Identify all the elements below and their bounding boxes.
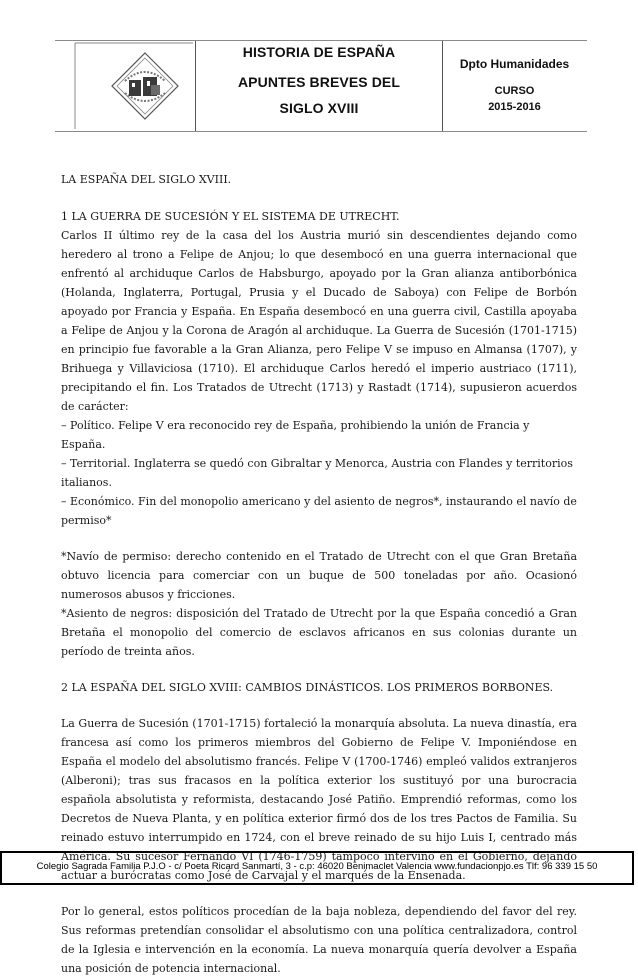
footnote-asiento-de-negros: *Asiento de negros: disposición del Tratado de Utrecht por la que España concedió a Gran Bretaña el monopolio del comercio de esclavos africanos en sus colonias durante un período de treinta años. xyxy=(61,607,577,658)
course-year: 2015-2016 xyxy=(488,101,541,113)
document-title-line-2: APUNTES BREVES DEL xyxy=(237,74,401,90)
list-item: – Económico. Fin del monopolio americano y del asiento de negros*, instaurando el navío de permiso* xyxy=(61,495,577,527)
course-label: CURSO xyxy=(494,85,535,97)
title-block xyxy=(195,41,443,131)
school-crest-icon xyxy=(55,41,194,131)
section-1-paragraph: Carlos II último rey de la casa del los Austria murió sin descendientes dejando como heredero al trono a Felipe de Anjou; lo que desembocó en una guerra internacional que enfrentó al archiduque Carlos de Habsburgo, apoyado por la Gran alianza antiborbónica (Holanda, Inglaterra, Portugal, Prusia y el Ducado de Saboya) con Felipe de Borbón apoyado por Francia y España. En España desembocó en una guerra civil, Castilla apoyaba a Felipe de Anjou y la Corona de Aragón al archiduque. La Guerra de Sucesión (1701-1715) en principio fue favorable a la Gran Alianza, pero Felipe V se impuso en Almansa (1707), y Brihuega y Villaviciosa (1710). El archiduque Carlos heredó el imperio austriaco (1711), precipitando el fin. Los Tratados de Utrecht (1713) y Rastadt (1714), supusieron acuerdos de carácter: xyxy=(61,229,577,413)
footer-contact-info: Colegio Sagrada Familia P.J.O - c/ Poeta Ricard Sanmartí, 3 - c.p: 46020 Benimaclet Valencia www.fundacionpjo.es Tlf: 96 339 15 50 xyxy=(36,861,598,872)
section-2-heading: 2 LA ESPAÑA DEL SIGLO XVIII: CAMBIOS DINÁSTICOS. LOS PRIMEROS BORBONES. xyxy=(61,681,554,694)
section-2-paragraph-2: Por lo general, estos políticos procedían de la baja nobleza, dependiendo del favor del rey. Sus reformas pretendían consolidar el absolutismo con una política centralizadora, control de la Iglesia e intervención en la economía. La nueva monarquía quería devolver a España una posición de potencia internacional. xyxy=(61,905,577,975)
main-title: LA ESPAÑA DEL SIGLO XVIII. xyxy=(61,173,232,186)
document-header xyxy=(55,40,587,132)
footnote-navio-de-permiso: *Navío de permiso: derecho contenido en el Tratado de Utrecht con el que Gran Bretaña obtuvo licencia para comerciar con un buque de 500 toneladas por año. Ocasionó numerosos abusos y fricciones. xyxy=(61,550,577,601)
list-item: – Territorial. Inglaterra se quedó con Gibraltar y Menorca, Austria con Flandes y territorios italianos. xyxy=(61,457,573,489)
school-logo xyxy=(55,41,194,131)
list-item: – Político. Felipe V era reconocido rey de España, prohibiendo la unión de Francia y España. xyxy=(61,419,530,451)
department-name: Dpto Humanidades xyxy=(459,57,570,71)
document-title-line-1: HISTORIA DE ESPAÑA xyxy=(242,44,396,60)
document-footer xyxy=(0,851,634,885)
section-2-paragraph-1: La Guerra de Sucesión (1701-1715) fortaleció la monarquía absoluta. La nueva dinastía, era francesa así como los primeros miembros del Gobierno de Felipe V. Imponiéndose en España el modelo del absolutismo francés. Felipe V (1700-1746) empleó validos extranjeros (Alberoni); tras sus fracasos en la política exterior los sustituyó por una burocracia española absolutista y reformista, destacando José Patiño. Emprendió reformas, como los Decretos de Nueva Planta, y en política exterior firmó dos de los tres Pactos de Familia. Su reinado estuvo interrumpido en 1724, con el breve reinado de su hijo Luis I, centrado más América. Su sucesor Fernando VI (1746-1759) tampoco intervino en el Gobierno, dejando actuar a burócratas como José de Carvajal y el marqués de la Ensenada. xyxy=(61,717,577,882)
department-block xyxy=(442,41,587,131)
section-1-heading: 1 LA GUERRA DE SUCESIÓN Y EL SISTEMA DE UTRECHT. xyxy=(61,210,400,223)
document-title-line-3: SIGLO XVIII xyxy=(279,100,359,116)
